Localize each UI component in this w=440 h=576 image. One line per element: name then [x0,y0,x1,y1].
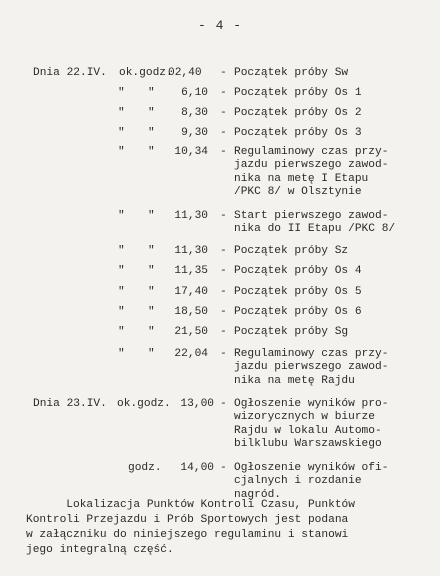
schedule-date: Dnia 23.IV. [33,398,107,410]
ditto-mark: " [118,326,125,338]
schedule-dash: - [220,146,227,158]
schedule-event: Początek próby Sw [234,67,349,79]
schedule-dash: - [220,462,227,474]
schedule-dash: - [220,245,227,257]
ditto-mark: " [118,306,125,318]
schedule-time: 17,40 [174,286,208,298]
ditto-mark: " [148,326,155,338]
ditto-mark: " [118,107,125,119]
schedule-dash: - [220,326,227,338]
schedule-dash: - [220,127,227,139]
schedule-dash: - [220,107,227,119]
ditto-mark: " [148,87,155,99]
footer-line: jego integralną część. [26,544,174,556]
schedule-dash: - [220,67,227,79]
ditto-mark: " [148,146,155,158]
ditto-mark: " [148,286,155,298]
schedule-dash: - [220,210,227,222]
schedule-event: Regulaminowy czas przy- jazdu pierwszego zawod- nika na metę Rajdu [234,348,389,387]
footer-line: Lokalizacja Punktów Kontroli Czasu, Punktów [26,499,355,511]
page-number: - 4 - [197,18,242,33]
schedule-event: Początek próby Os 1 [234,87,362,99]
ditto-mark: " [118,146,125,158]
schedule-time: 6,10 [181,87,208,99]
ditto-mark: " [118,87,125,99]
schedule-dash: - [220,87,227,99]
ditto-mark: " [148,348,155,360]
ditto-mark: " [148,245,155,257]
footer-paragraph [26,498,426,558]
time-prefix: ok.godz. [117,398,171,410]
schedule-event: Początek próby Sz [234,245,349,257]
schedule-time: 02,40 [168,67,202,79]
ditto-mark: " [148,306,155,318]
ditto-mark: " [148,265,155,277]
footer-line: w załączniku do niniejszego regulaminu i stanowi [26,529,349,541]
schedule-event: Początek próby Os 4 [234,265,362,277]
schedule-event: Ogłoszenie wyników pro- wizorycznych w biurze Rajdu w lokalu Automo- bilklubu Warszawskiego [234,398,389,451]
schedule-time: 8,30 [181,107,208,119]
ditto-mark: " [118,127,125,139]
ditto-mark: " [118,210,125,222]
schedule-time: 22,04 [174,348,208,360]
footer-line: Kontroli Przejazdu i Prób Sportowych jest podana [26,514,349,526]
schedule-event: Początek próby Os 3 [234,127,362,139]
ditto-mark: " [118,286,125,298]
schedule-dash: - [220,398,227,410]
schedule-event: Początek próby Sg [234,326,349,338]
schedule-time: 11,30 [174,210,208,222]
schedule-event: Początek próby Os 2 [234,107,362,119]
ditto-mark: " [118,265,125,277]
schedule-time: 10,34 [174,146,208,158]
ditto-mark: " [148,127,155,139]
schedule-time: 11,35 [174,265,208,277]
schedule-date: Dnia 22.IV. [33,67,107,79]
ditto-mark: " [118,348,125,360]
schedule-dash: - [220,265,227,277]
time-prefix: ok.godz. [119,67,173,79]
schedule-event: Początek próby Os 6 [234,306,362,318]
schedule-time: 21,50 [174,326,208,338]
schedule-event: Początek próby Os 5 [234,286,362,298]
schedule-time: 18,50 [174,306,208,318]
schedule-event: Regulaminowy czas przy- jazdu pierwszego zawod- nika na metę I Etapu /PKC 8/ w Olsztynie [234,146,389,199]
ditto-mark: " [148,210,155,222]
schedule-time: 9,30 [181,127,208,139]
time-prefix: godz. [128,462,162,474]
ditto-mark: " [148,107,155,119]
schedule-time: 11,30 [174,245,208,257]
schedule-event: Ogłoszenie wyników ofi- cjalnych i rozdanie nagród. [234,462,389,501]
schedule-dash: - [220,306,227,318]
schedule-time: 14,00 [180,462,214,474]
schedule-dash: - [220,286,227,298]
schedule-dash: - [220,348,227,360]
schedule-event: Start pierwszego zawod- nika do II Etapu /PKC 8/ [234,210,396,236]
schedule-time: 13,00 [180,398,214,410]
ditto-mark: " [118,245,125,257]
